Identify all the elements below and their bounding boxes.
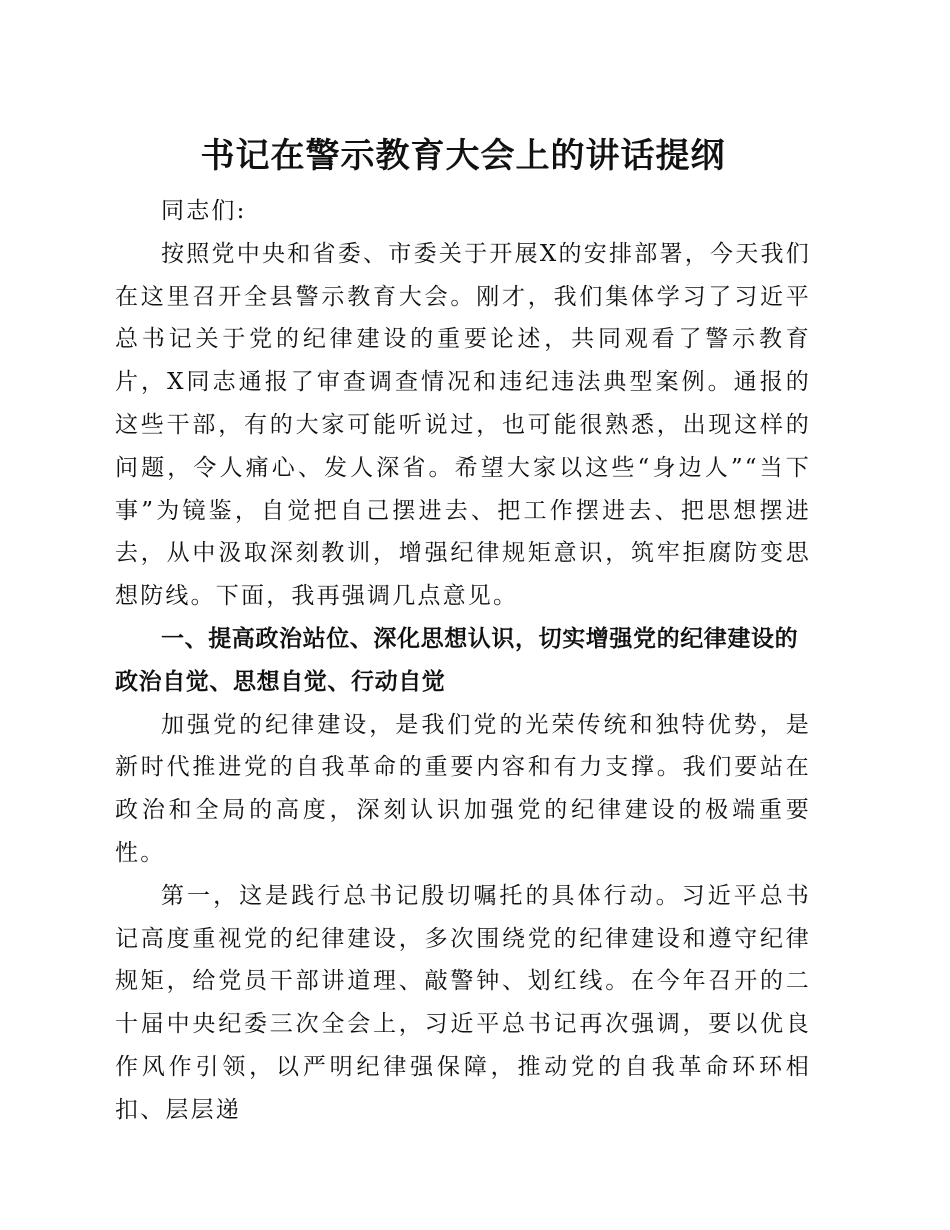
document-page (115, 128, 811, 1132)
section-1-paragraph-1: 加强党的纪律建设，是我们党的光荣传统和独特优势，是新时代推进党的自我革命的重要内容和有力支撑。我们要站在政治和全局的高度，深刻认识加强党的纪律建设的极端重要性。 (115, 711, 811, 866)
salutation: 同志们: (161, 198, 247, 224)
section-1-paragraph-2: 第一，这是践行总书记殷切嘱托的具体行动。习近平总书记高度重视党的纪律建设，多次围绕党的纪律建设和遵守纪律规矩，给党员干部讲道理、敲警钟、划红线。在今年召开的二十届中央纪委三次全会上，习近平总书记再次强调，要以优良作风作引领，以严明纪律强保障，推动党的自我革命环环相扣、层层递 (115, 882, 811, 1123)
section-heading-1: 一、提高政治站位、深化思想认识，切实增强党的纪律建设的政治自觉、思想自觉、行动自觉 (115, 625, 799, 695)
document-title: 书记在警示教育大会上的讲话提纲 (200, 136, 726, 176)
intro-paragraph: 按照党中央和省委、市委关于开展X的安排部署，今天我们在这里召开全县警示教育大会。刚才，我们集体学习了习近平总书记关于党的纪律建设的重要论述，共同观看了警示教育片，X同志通报了审查调查情况和违纪违法典型案例。通报的这些干部，有的大家可能听说过，也可能很熟悉，出现这样的问题，令人痛心、发人深省。希望大家以这些“身边人”“当下事”为镜鉴，自觉把自己摆进去、把工作摆进去、把思想摆进去，从中汲取深刻教训，增强纪律规矩意识，筑牢拒腐防变思想防线。下面，我再强调几点意见。 (115, 240, 811, 610)
